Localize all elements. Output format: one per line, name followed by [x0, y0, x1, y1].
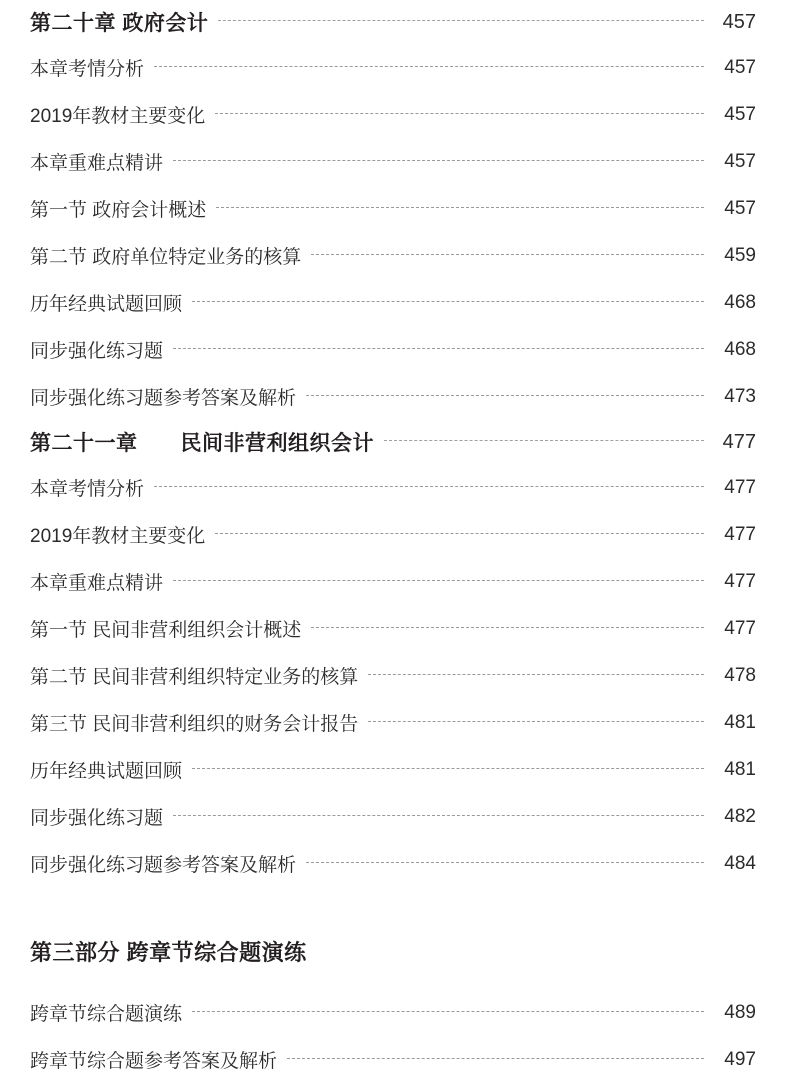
leader-dots — [311, 254, 704, 255]
toc-entry-label: 同步强化练习题参考答案及解析 — [30, 388, 297, 409]
toc-page-number: 457 — [724, 197, 756, 219]
toc-entry[interactable] — [30, 746, 756, 793]
toc-page-number: 457 — [724, 56, 756, 78]
toc-entry[interactable] — [30, 699, 756, 746]
toc-entry[interactable] — [30, 840, 756, 887]
toc-page-number: 484 — [724, 852, 756, 874]
toc-page-number: 477 — [724, 523, 756, 545]
toc-entry-label: 第二节 民间非营利组织特定业务的核算 — [30, 667, 359, 688]
toc-entry[interactable] — [30, 185, 756, 232]
toc-section-chapter-20 — [30, 0, 756, 420]
toc-entry-label: 同步强化练习题参考答案及解析 — [30, 855, 297, 876]
leader-dots — [218, 20, 704, 21]
toc-entry-label: 历年经典试题回顾 — [30, 761, 183, 782]
leader-dots — [215, 113, 704, 114]
toc-entry-label: 本章考情分析 — [30, 479, 145, 500]
toc-section-part-3 — [30, 989, 756, 1083]
toc-entry-label: 同步强化练习题 — [30, 808, 164, 829]
toc-page-number: 457 — [722, 10, 756, 33]
leader-dots — [173, 160, 704, 161]
leader-dots — [306, 395, 704, 396]
toc-entry[interactable] — [30, 464, 756, 511]
toc-entry-label: 跨章节综合题演练 — [30, 1004, 183, 1025]
leader-dots — [384, 440, 704, 441]
toc-entry[interactable] — [30, 793, 756, 840]
toc-page-number: 468 — [724, 291, 756, 313]
toc-chapter-title: 第二十一章 民间非营利组织会计 — [30, 432, 374, 455]
toc-entry[interactable] — [30, 605, 756, 652]
toc-entry[interactable] — [30, 44, 756, 91]
toc-entry-label: 本章重难点精讲 — [30, 153, 164, 174]
toc-entry-label: 跨章节综合题参考答案及解析 — [30, 1051, 278, 1072]
toc-page-number: 481 — [724, 758, 756, 780]
leader-dots — [216, 207, 704, 208]
leader-dots — [192, 768, 704, 769]
toc-entry[interactable] — [30, 1036, 756, 1083]
leader-dots — [215, 533, 704, 534]
toc-entry-label: 第一节 民间非营利组织会计概述 — [30, 620, 302, 641]
toc-entry[interactable] — [30, 326, 756, 373]
toc-page-number: 477 — [724, 476, 756, 498]
toc-entry-label: 第一节 政府会计概述 — [30, 200, 207, 221]
leader-dots — [173, 348, 704, 349]
part-spacer — [30, 971, 756, 989]
toc-page-number: 478 — [724, 664, 756, 686]
toc-page-number: 468 — [724, 338, 756, 360]
toc-page-number: 477 — [724, 617, 756, 639]
toc-entry-label: 本章考情分析 — [30, 59, 145, 80]
toc-entry[interactable] — [30, 138, 756, 185]
toc-section-chapter-21 — [30, 420, 756, 887]
leader-dots — [173, 580, 704, 581]
section-spacer — [30, 887, 756, 931]
toc-entry[interactable] — [30, 511, 756, 558]
toc-entry[interactable] — [30, 989, 756, 1036]
toc-entry[interactable] — [30, 232, 756, 279]
toc-entry[interactable] — [30, 558, 756, 605]
toc-page-number: 489 — [724, 1001, 756, 1023]
toc-entry-label: 第三节 民间非营利组织的财务会计报告 — [30, 714, 359, 735]
toc-page-number: 482 — [724, 805, 756, 827]
toc-entry-label: 本章重难点精讲 — [30, 573, 164, 594]
toc-page-number: 457 — [724, 103, 756, 125]
leader-dots — [306, 862, 704, 863]
toc-page-number: 457 — [724, 150, 756, 172]
toc-page-number: 473 — [724, 385, 756, 407]
toc-chapter-heading[interactable] — [30, 0, 756, 44]
toc-entry[interactable] — [30, 652, 756, 699]
toc-page-number: 477 — [724, 570, 756, 592]
leader-dots — [173, 815, 704, 816]
toc-page-number: 497 — [724, 1048, 756, 1070]
toc-chapter-heading[interactable] — [30, 420, 756, 464]
toc-page-number: 481 — [724, 711, 756, 733]
toc-entry-label: 历年经典试题回顾 — [30, 294, 183, 315]
toc-entry-label: 第二节 政府单位特定业务的核算 — [30, 247, 302, 268]
leader-dots — [368, 674, 704, 675]
toc-page-number: 477 — [722, 430, 756, 453]
toc-entry[interactable] — [30, 373, 756, 420]
toc-chapter-title: 第二十章 政府会计 — [30, 12, 209, 35]
toc-page-number: 459 — [724, 244, 756, 266]
leader-dots — [311, 627, 704, 628]
leader-dots — [192, 301, 704, 302]
toc-entry[interactable] — [30, 279, 756, 326]
toc-entry-label: 同步强化练习题 — [30, 341, 164, 362]
toc-entry-label: 2019年教材主要变化 — [30, 106, 206, 127]
leader-dots — [368, 721, 704, 722]
toc-entry[interactable] — [30, 91, 756, 138]
leader-dots — [154, 66, 704, 67]
toc-entry-label: 2019年教材主要变化 — [30, 526, 206, 547]
leader-dots — [287, 1058, 704, 1059]
leader-dots — [192, 1011, 704, 1012]
toc-part-title: 第三部分 跨章节综合题演练 — [30, 939, 307, 965]
leader-dots — [154, 486, 704, 487]
